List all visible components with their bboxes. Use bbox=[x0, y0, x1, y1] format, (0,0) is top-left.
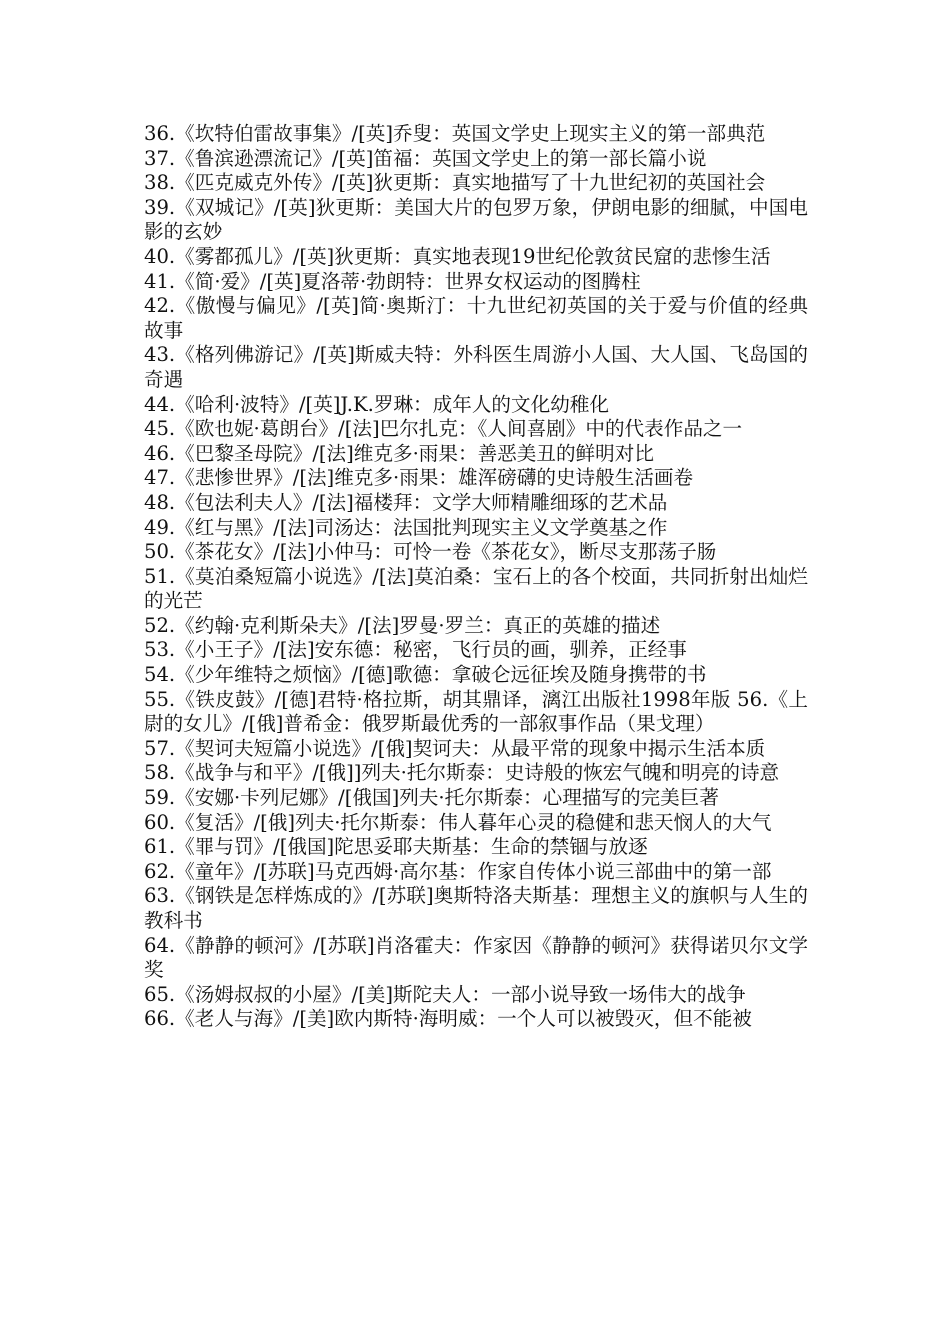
list-item: 63.《钢铁是怎样炼成的》/[苏联]奥斯特洛夫斯基：理想主义的旗帜与人生的教科书 bbox=[144, 884, 808, 932]
list-item: 47.《悲惨世界》/[法]维克多·雨果：雄浑磅礴的史诗般生活画卷 bbox=[144, 466, 694, 490]
list-item: 57.《契诃夫短篇小说选》/[俄]契诃夫：从最平常的现象中揭示生活本质 bbox=[144, 736, 766, 760]
list-item: 42.《傲慢与偏见》/[英]简·奥斯汀：十九世纪初英国的关于爱与价值的经典故事 bbox=[144, 294, 808, 342]
list-item: 55.《铁皮鼓》/[德]君特·格拉斯，胡其鼎译，漓江出版社1998年版 56.《上尉的女儿》/[俄]普希金：俄罗斯最优秀的一部叙事作品（果戈理） bbox=[144, 687, 808, 736]
list-item: 45.《欧也妮·葛朗台》/[法]巴尔扎克：《人间喜剧》中的代表作品之一 bbox=[144, 417, 743, 441]
list-item: 59.《安娜·卡列尼娜》/[俄国]列夫·托尔斯泰：心理描写的完美巨著 bbox=[144, 786, 719, 810]
list-item: 51.《莫泊桑短篇小说选》/[法]莫泊桑：宝石上的各个校面，共同折射出灿烂的光芒 bbox=[144, 564, 808, 613]
list-item: 66.《老人与海》/[美]欧内斯特·海明威：一个人可以被毁灭，但不能被 bbox=[144, 1007, 752, 1031]
list-item: 53.《小王子》/[法]安东德：秘密，飞行员的画，驯养，正经事 bbox=[144, 638, 687, 662]
document-page bbox=[144, 122, 808, 1032]
list-item: 43.《格列佛游记》/[英]斯威夫特：外科医生周游小人国、大人国、飞岛国的奇遇 bbox=[144, 343, 808, 391]
list-item: 40.《雾都孤儿》/[英]狄更斯：真实地表现19世纪伦敦贫民窟的悲惨生活 bbox=[144, 244, 771, 268]
list-item: 50.《茶花女》/[法]小仲马：可怜一卷《茶花女》，断尽支那荡子肠 bbox=[144, 540, 717, 564]
list-item: 62.《童年》/[苏联]马克西姆·高尔基：作家自传体小说三部曲中的第一部 bbox=[144, 859, 772, 883]
list-item: 37.《鲁滨逊漂流记》/[英]笛福：英国文学史上的第一部长篇小说 bbox=[144, 146, 707, 170]
list-item: 46.《巴黎圣母院》/[法]维克多·雨果：善恶美丑的鲜明对比 bbox=[144, 441, 654, 465]
list-item: 39.《双城记》/[英]狄更斯：美国大片的包罗万象，伊朗电影的细腻，中国电影的玄妙 bbox=[144, 195, 808, 244]
list-item: 64.《静静的顿河》/[苏联]肖洛霍夫：作家因《静静的顿河》获得诺贝尔文学奖 bbox=[144, 933, 808, 982]
list-item: 60.《复活》/[俄]列夫·托尔斯泰：伟人暮年心灵的稳健和悲天悯人的大气 bbox=[144, 810, 772, 834]
list-item: 58.《战争与和平》/[俄]]列夫·托尔斯泰：史诗般的恢宏气魄和明亮的诗意 bbox=[144, 761, 780, 785]
list-item: 38.《匹克威克外传》/[英]狄更斯：真实地描写了十九世纪初的英国社会 bbox=[144, 171, 766, 195]
list-item: 36.《坎特伯雷故事集》/[英]乔叟：英国文学史上现实主义的第一部典范 bbox=[144, 122, 766, 145]
list-item: 54.《少年维特之烦恼》/[德]歌德：拿破仑远征埃及随身携带的书 bbox=[144, 663, 707, 687]
list-item: 52.《约翰·克利斯朵夫》/[法]罗曼·罗兰：真正的英雄的描述 bbox=[144, 613, 661, 637]
list-item: 49.《红与黑》/[法]司汤达：法国批判现实主义文学奠基之作 bbox=[144, 515, 668, 539]
list-item: 41.《简·爱》/[英]夏洛蒂·勃朗特：世界女权运动的图腾柱 bbox=[144, 269, 641, 293]
list-item: 61.《罪与罚》/[俄国]陀思妥耶夫斯基：生命的禁锢与放逐 bbox=[144, 835, 648, 859]
list-item: 65.《汤姆叔叔的小屋》/[美]斯陀夫人：一部小说导致一场伟大的战争 bbox=[144, 982, 746, 1006]
list-item: 48.《包法利夫人》/[法]福楼拜：文学大师精雕细琢的艺术品 bbox=[144, 490, 668, 514]
list-item: 44.《哈利·波特》/[英]J.K.罗琳：成年人的文化幼稚化 bbox=[144, 392, 609, 416]
